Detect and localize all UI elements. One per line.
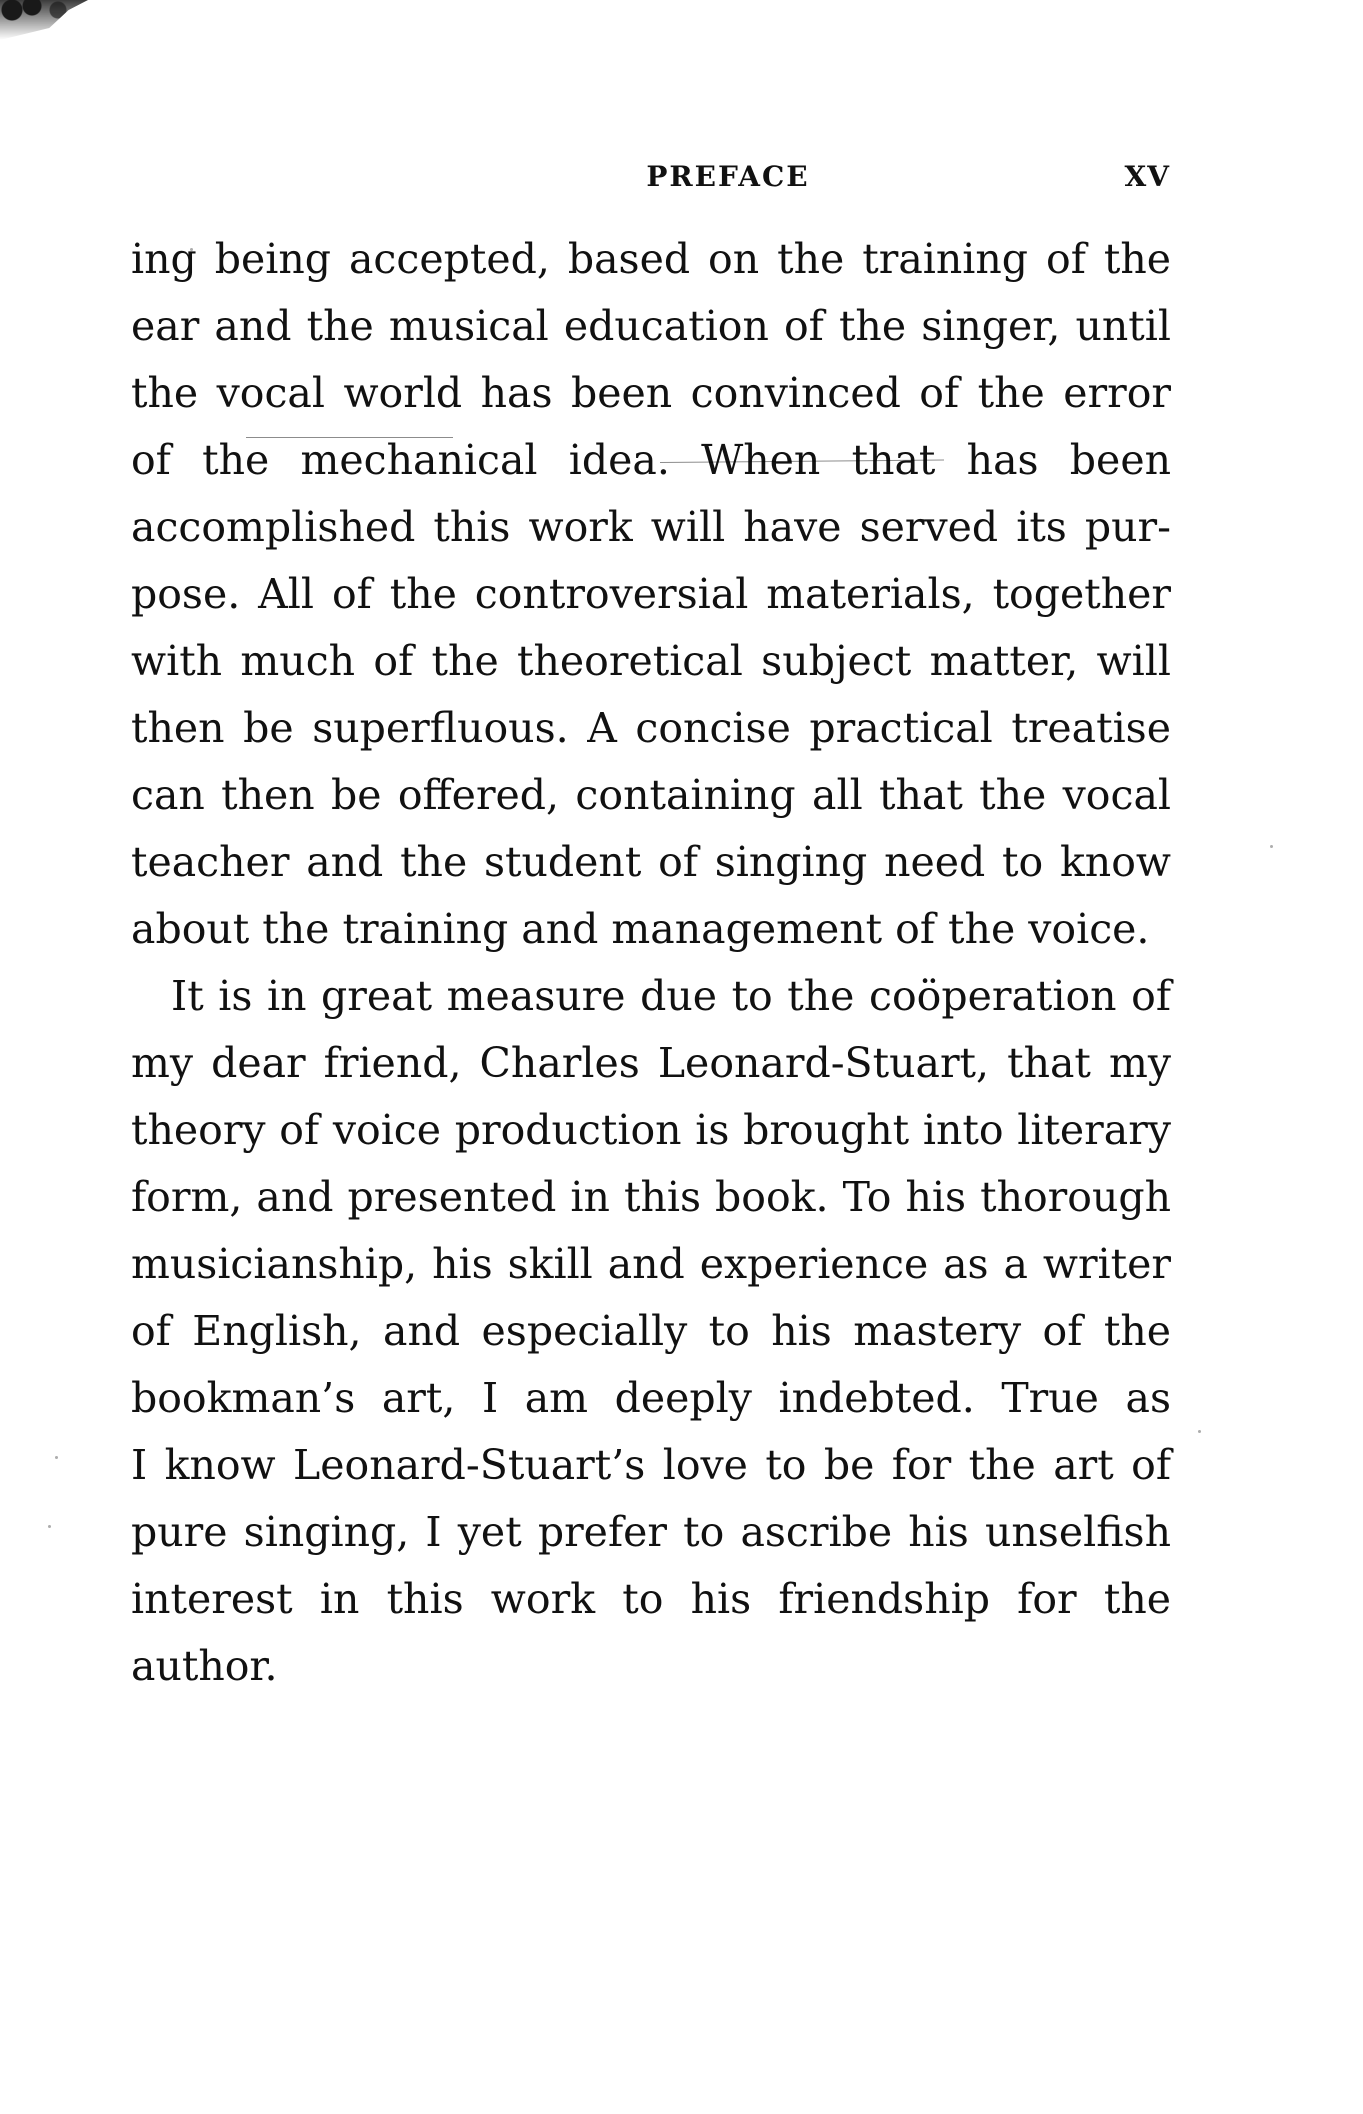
text-line: form, and presented in this book. To his thorough [131, 1173, 1171, 1221]
paragraph-first-line: It is in great measure due to the coöperation of [171, 972, 1171, 1020]
text-line: can then be offered, containing all that the vocal [131, 771, 1171, 819]
text-line: the vocal world has been convinced of the error [131, 369, 1171, 417]
text-line: theory of voice production is brought into literary [131, 1106, 1171, 1154]
body-text [131, 226, 1171, 1700]
text-line: pose. All of the controversial materials, together [131, 570, 1171, 618]
text-line: of the mechanical idea. When that has been [131, 436, 1171, 484]
running-title: PREFACE [646, 160, 810, 193]
text-line: interest in this work to his friendship for the [131, 1575, 1171, 1623]
page-number: XV [1124, 160, 1170, 193]
text-line: with much of the theoretical subject matter, will [131, 637, 1171, 685]
running-head [134, 160, 1170, 194]
text-line: of English, and especially to his mastery of the [131, 1307, 1171, 1355]
scan-artifact [0, 0, 88, 40]
text-line: musicianship, his skill and experience as a writer [131, 1240, 1171, 1288]
scan-speck [1198, 1430, 1201, 1433]
paragraph-last-line: about the training and management of the voice. [131, 905, 1150, 953]
text-line: pure singing, I yet prefer to ascribe his unselfish [131, 1508, 1171, 1556]
text-line: bookman’s art, I am deeply indebted. True as [131, 1374, 1171, 1422]
scan-speck [48, 1525, 51, 1528]
scan-strike-mark [246, 437, 453, 438]
text-line: teacher and the student of singing need to know [131, 838, 1171, 886]
text-line: ear and the musical education of the singer, until [131, 302, 1171, 350]
text-line: ing being accepted, based on the training of the [131, 235, 1171, 283]
text-line: accomplished this work will have served its pur- [131, 503, 1171, 551]
scan-speck [55, 1456, 58, 1459]
text-line: then be superfluous. A concise practical treatise [131, 704, 1171, 752]
scan-speck [1270, 845, 1273, 848]
text-line: my dear friend, Charles Leonard-Stuart, that my [131, 1039, 1171, 1087]
paragraph-last-line: author. [131, 1642, 278, 1690]
text-line: I know Leonard-Stuart’s love to be for the art of [131, 1441, 1171, 1489]
